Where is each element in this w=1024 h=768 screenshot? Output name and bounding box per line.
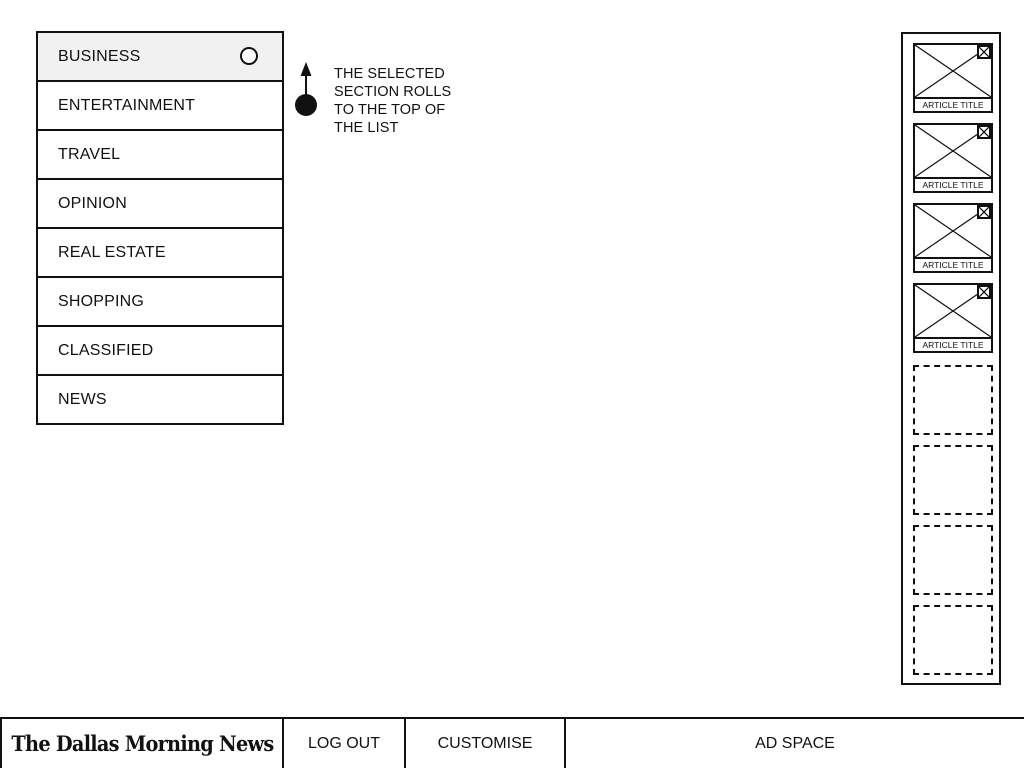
annotation-arrow-icon: [292, 60, 320, 120]
annotation-line: TO THE TOP OF: [334, 102, 446, 118]
logo-cell: [0, 719, 284, 768]
customise-button[interactable]: [406, 719, 566, 768]
section-item-label: REAL ESTATE: [58, 243, 166, 261]
section-item-business[interactable]: [38, 33, 282, 82]
annotation-note: [334, 65, 474, 137]
section-item-label: NEWS: [58, 390, 107, 408]
section-item-label: TRAVEL: [58, 145, 121, 163]
article-card[interactable]: [913, 283, 993, 353]
annotation-line: SECTION ROLLS: [334, 84, 452, 100]
article-title: ARTICLE TITLE: [913, 99, 993, 113]
section-item-news[interactable]: [38, 376, 282, 425]
newspaper-logo: The Dallas Morning News: [10, 731, 274, 756]
close-icon[interactable]: [977, 45, 991, 59]
customise-label: CUSTOMISE: [437, 734, 533, 752]
section-item-entertainment[interactable]: [38, 82, 282, 131]
article-image-placeholder: [913, 283, 993, 339]
article-card[interactable]: [913, 203, 993, 273]
section-list: [36, 31, 284, 425]
empty-article-slot: [913, 525, 993, 595]
annotation-line: THE SELECTED: [334, 66, 445, 82]
article-title: ARTICLE TITLE: [913, 179, 993, 193]
close-icon[interactable]: [977, 205, 991, 219]
article-card[interactable]: [913, 123, 993, 193]
logout-button[interactable]: [284, 719, 406, 768]
section-item-label: BUSINESS: [58, 47, 141, 65]
article-title: ARTICLE TITLE: [913, 339, 993, 353]
close-icon[interactable]: [977, 285, 991, 299]
section-item-opinion[interactable]: [38, 180, 282, 229]
ad-space: [566, 719, 1024, 768]
section-item-label: OPINION: [58, 194, 127, 212]
article-image-placeholder: [913, 43, 993, 99]
empty-article-slot: [913, 365, 993, 435]
article-title: ARTICLE TITLE: [913, 259, 993, 273]
annotation-line: THE LIST: [334, 120, 399, 136]
section-item-travel[interactable]: [38, 131, 282, 180]
section-item-label: CLASSIFIED: [58, 341, 154, 359]
section-item-label: SHOPPING: [58, 292, 145, 310]
selected-radio-icon: [240, 47, 258, 65]
article-rail: [901, 32, 1001, 685]
empty-article-slot: [913, 605, 993, 675]
ad-space-label: AD SPACE: [755, 734, 835, 752]
logout-label: LOG OUT: [307, 734, 380, 752]
article-image-placeholder: [913, 203, 993, 259]
close-icon[interactable]: [977, 125, 991, 139]
article-image-placeholder: [913, 123, 993, 179]
section-item-classified[interactable]: [38, 327, 282, 376]
section-item-real-estate[interactable]: [38, 229, 282, 278]
empty-article-slot: [913, 445, 993, 515]
article-card[interactable]: [913, 43, 993, 113]
bottom-bar: [0, 717, 1024, 768]
section-item-shopping[interactable]: [38, 278, 282, 327]
section-item-label: ENTERTAINMENT: [58, 96, 196, 114]
